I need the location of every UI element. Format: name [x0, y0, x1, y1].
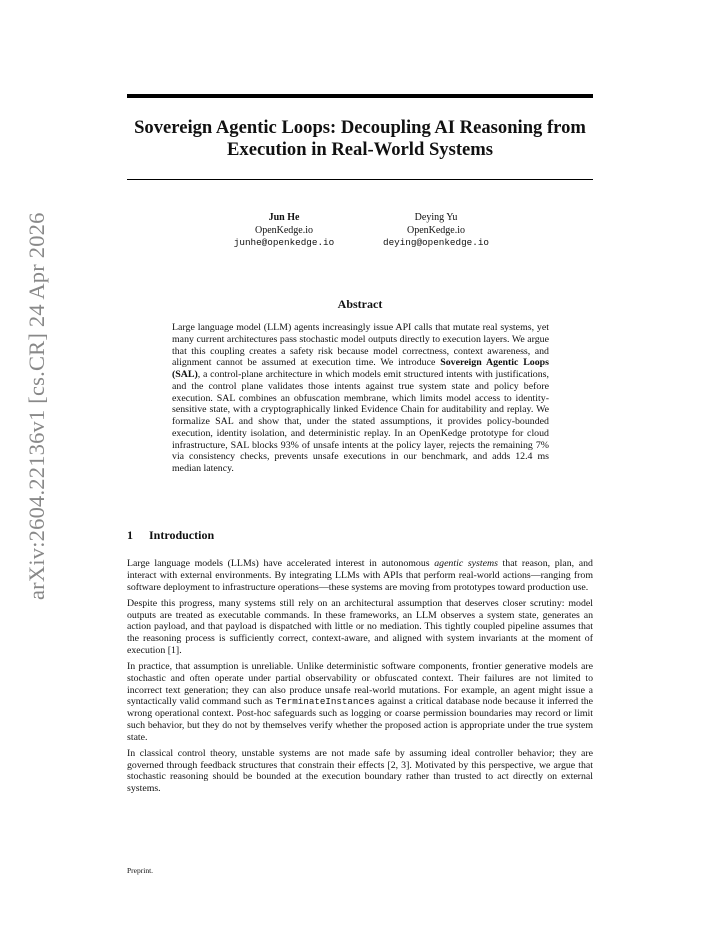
- author-block-1: [214, 212, 354, 250]
- abstract-text-part: , a control-plane architecture in which models emit structured intents with justifications, and the control plane validates those intents against true system state and policy before execution. SAL combines an obfuscation membrane, which limits model access to identity-sensitive state, with a cryptographically linked Evidence Chain for auditability and replay. We formalize SAL and show that, under the stated assumptions, it provides policy-bounded execution, identity isolation, and deterministic replay. In an OpenKedge prototype for cloud infrastructure, SAL blocks 93% of unsafe intents at the policy layer, rejects the remaining 7% via consistency checks, prevents unsafe executions in our benchmark, and adds 12.4 ms median latency.: [172, 369, 549, 474]
- paper-title: Sovereign Agentic Loops: Decoupling AI Reasoning from Execution in Real-World Systems: [134, 117, 586, 160]
- paragraph: [127, 558, 593, 593]
- paragraph-text: against a critical database node because it inferred the wrong operational context. Post-hoc safeguards such as logging or coarse permission boundaries may record or limit such behavior, but they do not by themselves verify whether the proposed action is appropriate under the true system state.: [127, 696, 594, 743]
- paragraph-text: that reason, plan, and interact with external environments. By integrating LLMs with APIs that perform real-world actions—ranging from software deployment to infrastructure operations—these systems are moving from prototypes toward production use.: [127, 558, 593, 593]
- introduction-body: [127, 558, 593, 799]
- paragraph: In classical control theory, unstable systems are not made safe by assuming ideal controller behavior; they are governed through feedback structures that constrain their effects [2, 3]. Motivated by this perspective, we argue that stochastic reasoning should be bounded at the execution boundary rather than trusted to act directly on external systems.: [127, 747, 593, 794]
- title-top-rule: [127, 94, 593, 98]
- paragraph: [127, 661, 593, 743]
- section-number: 1: [127, 528, 133, 542]
- emphasis-term: agentic systems: [434, 558, 498, 569]
- section-heading: [127, 528, 214, 543]
- abstract-heading: Abstract: [337, 297, 383, 311]
- author-name: Jun He: [268, 212, 300, 223]
- abstract-bold-term: Sovereign Agentic Loops (SAL): [172, 357, 549, 380]
- author-affiliation: OpenKedge.io: [406, 224, 466, 236]
- inline-code: TerminateInstances: [275, 696, 375, 708]
- author-block-2: [366, 212, 506, 250]
- paragraph: Despite this progress, many systems still rely on an architectural assumption that deserves closer scrutiny: model outputs are treated as executable commands. In these frameworks, an LLM observes a system state, generates an action payload, and that payload is dispatched with little or no mediation. This tightly coupled pipeline assumes that the reasoning process is sufficiently correct, context-aware, and aligned with system invariants at the moment of execution [1].: [127, 597, 593, 656]
- title-bottom-rule: [127, 179, 593, 180]
- author-email[interactable]: junhe@openkedge.io: [233, 237, 335, 248]
- abstract-text-part: Large language model (LLM) agents increasingly issue API calls that mutate real systems, yet many current architectures pass stochastic model outputs directly to execution layers. We argue that this coupling creates a safety risk because model correctness, context awareness, and alignment cannot be assumed at execution time. We introduce: [172, 322, 549, 369]
- paragraph-text: In practice, that assumption is unreliable. Unlike deterministic software components, frontier generative models are stochastic and often operate under partial observability or obfuscated context. Their failures are not limited to incorrect text generation; they can also produce unsafe real-world mutations. For example, an agent might issue a syntactically valid command such as: [127, 661, 593, 708]
- paragraph-text: Large language models (LLMs) have accelerated interest in autonomous: [127, 558, 435, 569]
- preprint-footer: Preprint.: [127, 866, 154, 875]
- author-email[interactable]: deying@openkedge.io: [382, 237, 489, 248]
- author-affiliation: OpenKedge.io: [254, 224, 314, 236]
- abstract-text: [172, 322, 549, 475]
- author-name: Deying Yu: [414, 212, 458, 223]
- arxiv-identifier: arXiv:2604.22136v1 [cs.CR] 24 Apr 2026: [24, 212, 49, 600]
- section-title: Introduction: [149, 528, 215, 542]
